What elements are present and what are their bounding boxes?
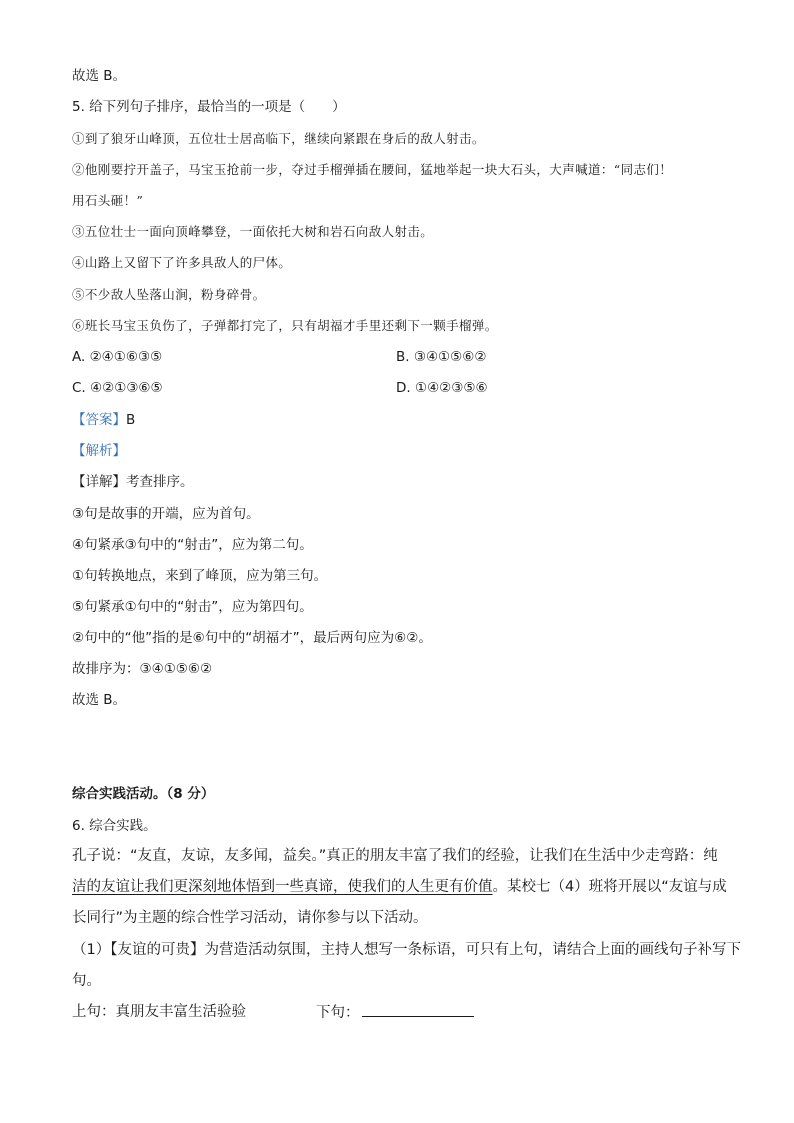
q5-sentence-2: ②他刚要拧开盖子，马宝玉抢前一步，夺过手榴弹插在腰间，猛地举起一块大石头，大声喊道：“同志们！: [72, 162, 673, 177]
q6-paragraph-line-1: 孔子说：“友直，友谅，友多闻，益矣。”真正的朋友丰富了我们的经验，让我们在生活中少走弯路：纯: [72, 848, 718, 864]
q6-sub1-line-2: 句。: [72, 973, 101, 989]
q5-step-3: ①句转换地点，来到了峰顶，应为第三句。: [72, 568, 328, 584]
q5-step-1: ③句是故事的开端，应为首句。: [72, 506, 260, 522]
q6-upper-line-label: 上句：真朋友丰富生活验验: [72, 1004, 246, 1020]
q5-step-4: ⑤句紧承①句中的“射击”，应为第四句。: [72, 599, 313, 615]
answer-tag: 【答案】: [72, 412, 126, 428]
q5-option-a: A. ②④①⑥③⑤: [72, 349, 163, 365]
q6-paragraph-line-3: 长同行”为主题的综合性学习活动，请你参与以下活动。: [72, 910, 428, 926]
prev-conclusion: 故选 B。: [72, 68, 127, 84]
q5-step-7: 故选 B。: [72, 692, 127, 708]
q5-sentence-2-cont: 用石头砸！”: [72, 193, 144, 208]
lower-line-label: 下句：: [316, 1005, 360, 1021]
underlined-sentence: 洁的友谊让我们更深刻地体悟到一些真谛，使我们的人生更有价值: [72, 879, 493, 895]
section-title: 综合实践活动。（8 分）: [72, 786, 215, 802]
q5-analysis-tag: 【解析】: [72, 443, 126, 459]
q5-step-5: ②句中的“他”指的是⑥句中的“胡福才”，最后两句应为⑥②。: [72, 630, 432, 646]
q5-step-6: 故排序为：③④①⑤⑥②: [72, 661, 213, 677]
question-6-stem: 6. 综合实践。: [72, 818, 157, 834]
q5-sentence-6: ⑥班长马宝玉负伤了，子弹都打完了，只有胡福才手里还剩下一颗手榴弹。: [72, 318, 498, 333]
answer-value: B: [126, 412, 136, 428]
question-5-stem: 5. 给下列句子排序，最恰当的一项是（ ）: [72, 99, 346, 115]
answer-blank[interactable]: [362, 1002, 474, 1017]
paragraph-line-2-rest: 。某校七（4）班将开展以“友谊与成: [492, 879, 727, 895]
q5-option-b: B. ③④①⑤⑥②: [396, 349, 487, 365]
q6-lower-line: [316, 1002, 474, 1023]
q5-option-c: C. ④②①③⑥⑤: [72, 380, 163, 396]
q6-paragraph-line-2: [72, 877, 727, 897]
q5-sentence-4: ④山路上又留下了许多具敌人的尸体。: [72, 255, 292, 270]
q5-sentence-5: ⑤不少敌人坠落山涧，粉身碎骨。: [72, 287, 266, 302]
q5-sentence-3: ③五位壮士一面向顶峰攀登，一面依托大树和岩石向敌人射击。: [72, 224, 434, 239]
q5-answer: [72, 410, 135, 430]
q5-sentence-1: ①到了狼牙山峰顶，五位壮士居高临下，继续向紧跟在身后的敌人射击。: [72, 131, 485, 146]
q5-option-d: D. ①④②③⑤⑥: [396, 380, 488, 396]
q5-step-2: ④句紧承③句中的“射击”，应为第二句。: [72, 537, 313, 553]
q5-detail: 【详解】考查排序。: [72, 474, 194, 490]
q6-sub1-line-1: （1）【友谊的可贵】为营造活动氛围，主持人想写一条标语，可只有上句，请结合上面的画线句子补写下: [72, 942, 741, 958]
